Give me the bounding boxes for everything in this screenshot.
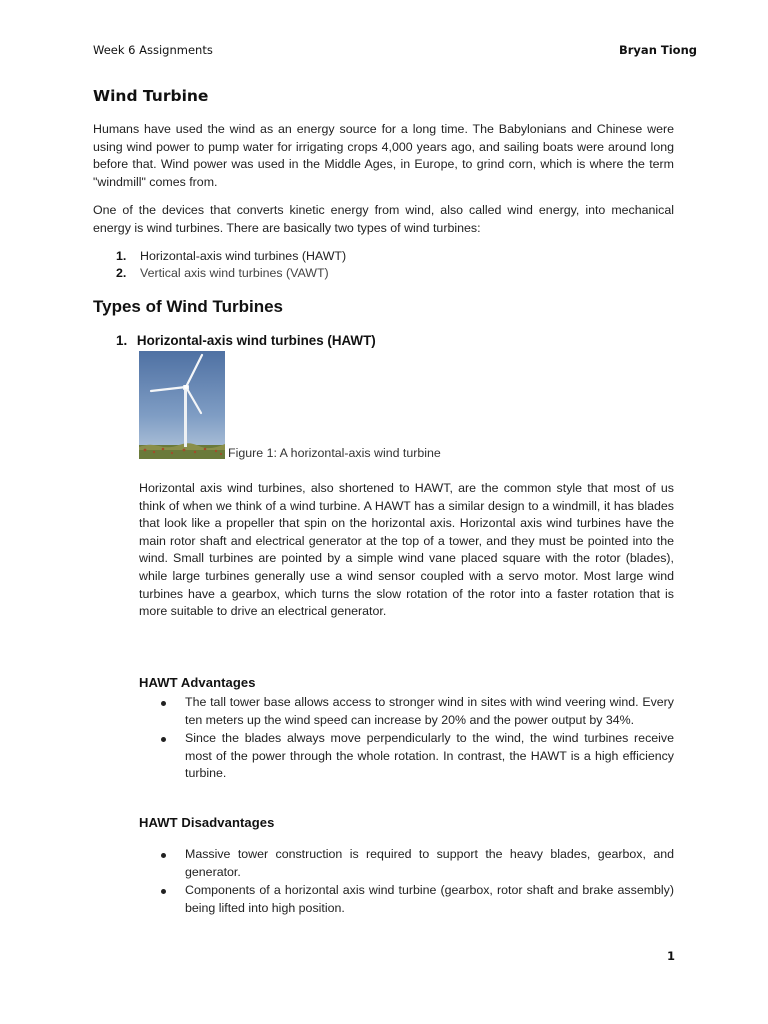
list-text: The tall tower base allows access to stronger wind in sites with wind veering wind. Every ten meters up the wind speed can increase by 20% and the power output by 34%. xyxy=(185,695,674,727)
turbine-types-list xyxy=(116,248,616,282)
list-text: Massive tower construction is required to support the heavy blades, gearbox, and generator. xyxy=(185,847,674,879)
list-text: Horizontal-axis wind turbines (HAWT) xyxy=(140,249,347,263)
hawt-heading xyxy=(116,333,376,348)
bullet-icon xyxy=(161,889,166,894)
advantages-title: HAWT Advantages xyxy=(139,675,256,690)
list-number: 1. xyxy=(116,249,127,263)
advantages-list xyxy=(139,694,674,784)
turbine-photo xyxy=(139,351,225,459)
wind-turbine-image xyxy=(139,351,225,459)
list-item xyxy=(116,248,616,265)
list-item xyxy=(139,882,674,917)
list-text: Since the blades always move perpendicularly to the wind, the wind turbines receive most of the power through the whole rotation. In contrast, the HAWT is a high efficiency turbine. xyxy=(185,731,674,781)
list-text: Vertical axis wind turbines (VAWT) xyxy=(140,266,329,280)
disadvantages-title: HAWT Disadvantages xyxy=(139,815,275,830)
intro-paragraph-1: Humans have used the wind as an energy source for a long time. The Babylonians and Chinese were using wind power to pump water for irrigating crops 4,000 years ago, and sailing boats were around long before that. Wind power was used in the Middle Ages, in Europe, to grind corn, which is where the term "windmill" comes from. xyxy=(93,122,674,189)
header-right: Bryan Tiong xyxy=(619,43,697,57)
bullet-icon xyxy=(161,853,166,858)
list-number: 2. xyxy=(116,266,127,280)
figure-caption: Figure 1: A horizontal-axis wind turbine xyxy=(228,446,441,460)
section-title: Types of Wind Turbines xyxy=(93,297,283,316)
intro-paragraph-2: One of the devices that converts kinetic energy from wind, also called wind energy, into mechanical energy is wind turbines. There are basically two types of wind turbines: xyxy=(93,203,674,235)
list-item xyxy=(139,846,674,881)
hawt-description: Horizontal axis wind turbines, also shortened to HAWT, are the common style that most of us think of when we think of a wind turbine. A HAWT has a similar design to a windmill, it has blades that look like a propeller that spin on the horizontal axis. Horizontal axis wind turbines have the main rotor shaft and electrical generator at the top of a tower, and they must be pointed into the wind. Small turbines are pointed by a simple wind vane placed square with the rotor (blades), while large turbines generally use a wind sensor coupled with a servo motor. Most large wind turbines have a gearbox, which turns the slow rotation of the rotor into a faster rotation that is more suitable to drive an electrical generator. xyxy=(139,481,674,619)
hawt-number: 1. xyxy=(116,333,128,348)
bullet-icon xyxy=(161,701,166,706)
page-number: 1 xyxy=(667,949,676,963)
list-item xyxy=(116,265,616,282)
disadvantages-list xyxy=(139,846,674,918)
list-item xyxy=(139,694,674,729)
list-item xyxy=(139,730,674,783)
bullet-icon xyxy=(161,737,166,742)
header-left: Week 6 Assignments xyxy=(93,43,213,57)
list-text: Components of a horizontal axis wind turbine (gearbox, rotor shaft and brake assembly) being lifted into high position. xyxy=(185,883,674,915)
hawt-heading-text: Horizontal-axis wind turbines (HAWT) xyxy=(136,333,376,348)
page-title: Wind Turbine xyxy=(93,87,209,105)
